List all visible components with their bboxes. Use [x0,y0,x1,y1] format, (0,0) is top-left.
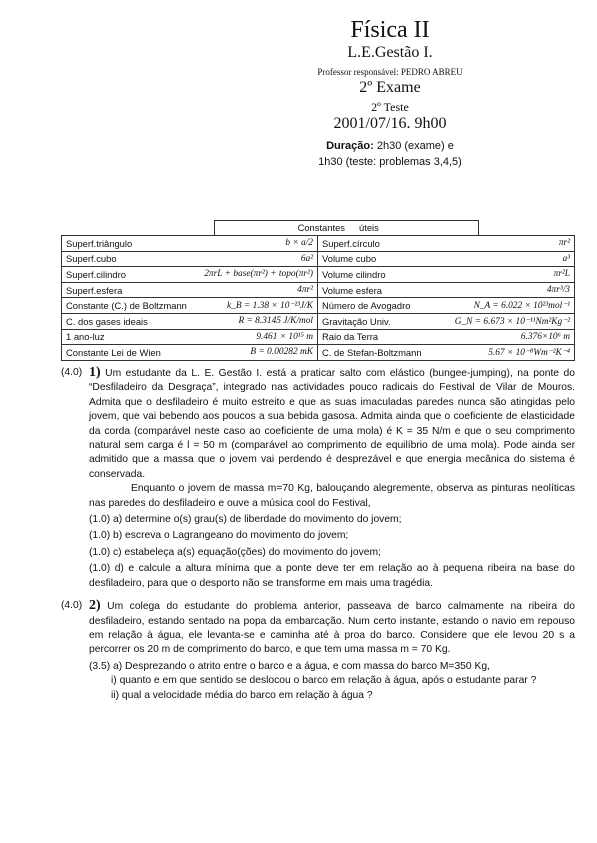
constant-value: 5.67 × 10⁻⁸Wm⁻²K⁻⁴ [488,347,570,358]
test-label: 2º Teste [371,100,409,114]
constant-name: Gravitação Univ. [322,315,391,327]
constant-value: 4πr² [297,285,313,296]
constant-cell [318,267,574,282]
constant-name: Número de Avogadro [322,300,411,312]
problem-1-text2: Enquanto o jovem de massa m=70 Kg, balouçando alegremente, observa as pinturas neolíticas nas paredes do desfiladeiro e ouve a música cool do Festival, [89,483,575,509]
constants-table [61,220,575,361]
constant-name: Superf.triângulo [66,237,133,249]
duration-line-1 [265,140,515,152]
constant-name: Superf.cubo [66,253,117,265]
constant-value: N_A = 6.022 × 10²³mol⁻¹ [473,301,570,312]
constant-value: 6a² [300,253,313,264]
constant-value: R = 8.3145 J/K/mol [238,316,313,327]
duration-label: Duração: [326,140,374,152]
constant-cell [62,283,318,298]
constant-name: Raio da Terra [322,331,379,343]
constant-name: Constante (C.) de Boltzmann [66,300,187,312]
constant-name: C. de Stefan-Boltzmann [322,346,422,358]
constant-name: Superf.cilindro [66,268,126,280]
constant-cell [318,252,574,267]
constant-value: G_N = 6.673 × 10⁻¹¹Nm²Kg⁻² [454,316,570,327]
problem-1-number: 1) [89,365,101,380]
problem-2-number: 2) [89,598,101,614]
constant-cell [318,298,574,313]
exam-datetime: 2001/07/16. 9h00 [333,115,447,132]
constant-value: πr² [558,238,570,249]
caption-constants: Constantes [297,222,345,233]
constant-cell [62,314,318,329]
duration-exam: 2h30 (exame) e [376,140,454,152]
problem-2-subitem: i) quanto e em que sentido se deslocou o barco em relação à água, após o estudante parar ? [111,675,537,687]
constant-cell [318,283,574,298]
course-title: Física II [350,17,430,43]
constant-value: k_B = 1.38 × 10⁻²³J/K [227,301,313,312]
constant-value: B = 0.00282 mK [250,347,313,358]
constant-name: C. dos gases ideais [66,315,148,327]
caption-uteis: úteis [359,222,379,233]
constants-row [62,267,574,283]
problem-1-item: (1.0) c) estabeleça a(s) equação(ções) do movimento do jovem; [89,546,381,558]
constant-value: a³ [562,253,570,264]
problems [61,366,575,703]
constant-cell [62,345,318,360]
problem-2 [61,599,575,703]
constant-name: Superf.círculo [322,237,380,249]
problem-2-text: Um colega do estudante do problema anterior, passeava de barco calmamente na ribeira do desfiladeiro, estando sentado na popa da embarcação. Num certo instante, estando o navio em repouso em relação à água, ele levanta-se e caminha até à proa do barco. Considere que ele levou 20 s a percorrer os 20 m de comprimento do barco, e que tem uma massa m = 70 Kg. [89,601,575,656]
constant-cell [62,236,318,251]
program-name: L.E.Gestão I. [347,44,433,61]
problem-1-points: (4.0) [61,367,83,378]
constant-name: 1 ano-luz [66,331,105,343]
constants-caption [214,220,479,235]
constant-cell [62,298,318,313]
constant-cell [62,267,318,282]
problem-1-text: Um estudante da L. E. Gestão I. está a praticar salto com elástico (bungee-jumping), na ponte do “Desfiladeiro da Desgraça”, integrado nas actividades pouco radicais do Festival de Vilar de Mouros. Admita que o desfiladeiro é muito estreito e que as suas imaculadas paredes nunca são atingidas pelo jovem, que vai bebendo aos poucos a sua bebida gasosa. Admita ainda que o coeficiente de elasticidade da corda (comparável neste caso ao coeficiente de uma mola) é K = 35 N/m e que o seu comprimento natural sem carga é l = 50 m (comparável ao comprimento de equilíbrio de uma mola). Pode ainda ser admitido que a massa que o jovem vai perdendo é desprezável e que energia mecânica do sistema é conservada. [89,368,575,480]
constant-value: πr²L [553,269,570,280]
problem-2-subitem: ii) qual a velocidade média do barco em relação à água ? [111,689,373,701]
problem-2-subitems [61,674,575,703]
constant-value: 6.376×10⁶ m [520,331,570,342]
constant-name: Constante Lei de Wien [66,346,161,358]
constants-row [62,345,574,360]
constant-cell [62,252,318,267]
constants-row [62,283,574,299]
constants-row [62,236,574,252]
constant-value: 4πr³/3 [546,285,570,296]
constant-cell [318,345,574,360]
constant-name: Volume cilindro [322,268,386,280]
problem-2-item-a: (3.5) a) Desprezando o atrito entre o barco e a água, e com massa do barco M=350 Kg, [89,660,490,672]
constant-cell [62,330,318,345]
constants-row [62,252,574,268]
constant-cell [318,314,574,329]
constants-row [62,314,574,330]
constant-name: Volume esfera [322,284,382,296]
duration-line-2: 1h30 (teste: problemas 3,4,5) [318,156,462,168]
constants-grid [61,235,575,361]
constant-value: 9.461 × 10¹⁵ m [256,331,313,342]
constants-row [62,330,574,346]
problem-1-items [61,513,575,591]
problem-2-points: (4.0) [61,600,83,612]
constant-cell [318,330,574,345]
constant-value: b × a/2 [285,238,313,249]
problem-1-item: (1.0) d) e calcule a altura mínima que a ponte deve ter em relação ao à pequena ribeira na base do desfiladeiro, para que o desporto não se transforme em mais uma tragédia. [89,563,575,589]
constants-row [62,298,574,314]
constant-value: 2πrL + base(πr²) + topo(πr²) [204,269,313,280]
problem-1-item: (1.0) b) escreva o Lagrangeano do movimento do jovem; [89,530,349,542]
constant-name: Volume cubo [322,253,377,265]
problem-1 [61,366,575,591]
constant-name: Superf.esfera [66,284,123,296]
constant-cell [318,236,574,251]
professor-line: Professor responsável: PEDRO ABREU [317,67,463,77]
problem-1-item: (1.0) a) determine o(s) grau(s) de liberdade do movimento do jovem; [89,514,402,526]
exam-label: 2º Exame [359,79,421,96]
